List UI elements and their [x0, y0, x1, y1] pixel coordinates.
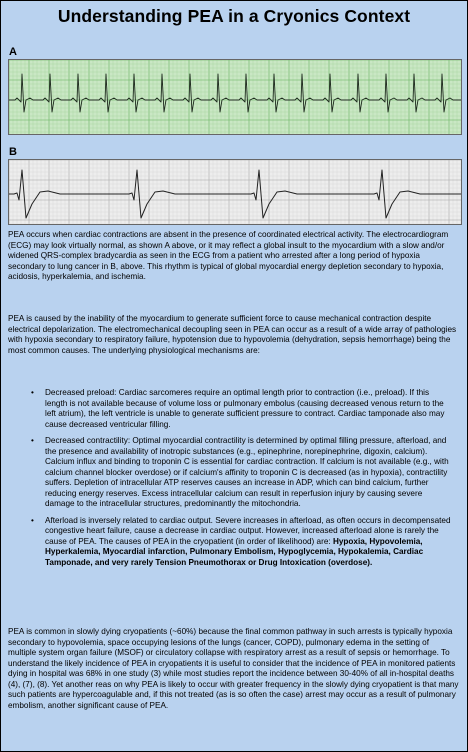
mechanism-text: Decreased contractility: Optimal myocardial contractility is determined by optimal filling pressure, afterload, and the presence and availability of inotropic substances (e.g., epinephrine, norepinephrine, digoxin, calcium). Calcium influx and binding to troponin C is essential for cardiac contraction. If calcium is not available (e.g., with calcium channel blocker overdose) or if calcium's affinity to troponin C is decreased (as in hypoxia), contractility suffers. Depletion of intracellular ATP reserves causes an increase in ADP, which can bind calcium, further reducing energy reserves. Excess intracellular calcium can result in reperfusion injury by causing severe damage to the intracellular structures, predominantly the mitochondria. [45, 436, 449, 508]
mechanism-text: Decreased preload: Cardiac sarcomeres require an optimal length prior to contraction (i.e., preload). If this length is not available because of volume loss or pulmonary embolus (causing decreased venous return to the left atrium), the left ventricle is unable to generate sufficient pressure to contract. Cardiac tamponade also may cause decreased ventricular filling. [45, 388, 445, 429]
list-item [31, 516, 451, 569]
pea-causes-list: Hypoxia, Hypovolemia, Hyperkalemia, Myocardial infarction, Pulmonary Embolism, Hypoglycemia, Hypokalemia, Cardiac Tamponade, and very rarely Tension Pneumothorax or Drug Intoxication (overdose). [45, 536, 424, 567]
incidence-paragraph: PEA is common in slowly dying cryopatients (~60%) because the final common pathway in such arrests is typically hypoxia secondary to hypovolemia, space occupying lesions of the lungs (cancer, COPD), pulmonary edema in the setting of multiple system organ failure (MSOF) or circulatory collapse with respiratory arrest as a result of sepsis or hemorrhage. To understand the likely incidence of PEA in cryopatients it is useful to consider that the incidence of PEA in monitored patients dying in hospital was 68% in one study (3) while most studies report the incidence between 30-40% of all in-hospital deaths (4), (7), (8). Yet another reas on why PEA is likely to occur with greater frequency in the slowly dying cryopatient is that many such patients are hypercoagulable and, if this not treated (as is so often the case) arrest may occur as a result of pulmonary embolism, another significant cause of PEA. [8, 627, 459, 710]
bullet: • [31, 515, 34, 525]
panel-a-label: A [9, 46, 17, 58]
ecg-strip-a [8, 59, 462, 135]
bullet: • [31, 388, 34, 397]
page-title: Understanding PEA in a Cryonics Context [57, 6, 411, 26]
list-item [31, 436, 451, 510]
bullet: • [31, 436, 34, 445]
list-item [31, 388, 451, 430]
mechanism-text: Afterload is inversely related to cardiac output. Severe increases in afterload, as often occurs in decompensated congestive heart failure, cause a decrease in cardiac output. However, increased afterload alone is rarely the cause of PEA. The causes of PEA in the cryopatient (in order of likelihood) are: [45, 515, 451, 546]
mechanisms-list [31, 388, 451, 574]
ecg-trace-a-image [9, 60, 461, 134]
ecg-strip-b [8, 159, 462, 225]
ecg-trace-b-image [9, 160, 461, 224]
cause-paragraph: PEA is caused by the inability of the myocardium to generate sufficient force to cause mechanical contraction despite electrical depolarization. The electromechanical decoupling seen in PEA can occur as a result of a wide array of pathologies with hypoxia secondary to respiratory failure, hypotension due to hypovolemia (dehydration, sepsis hemorrhage) being the most common causes. The underlying physiological mechanisms are: [8, 314, 457, 355]
intro-paragraph: PEA occurs when cardiac contractions are absent in the presence of coordinated electrical activity. The electrocardiogram (ECG) may look virtually normal, as shown A above, or it may reflect a global insult to the myocardium with a slow and/or widened QRS-complex bradycardia as seen in the ECG from a patient who arrested after a long period of hypoxia secondary to lung cancer in B, above. This rhythm is typical of global myocardial energy depletion secondary to hypoxia, acidosis, hyperkalemia, and ischemia. [8, 230, 449, 281]
panel-b-label: B [9, 146, 17, 158]
